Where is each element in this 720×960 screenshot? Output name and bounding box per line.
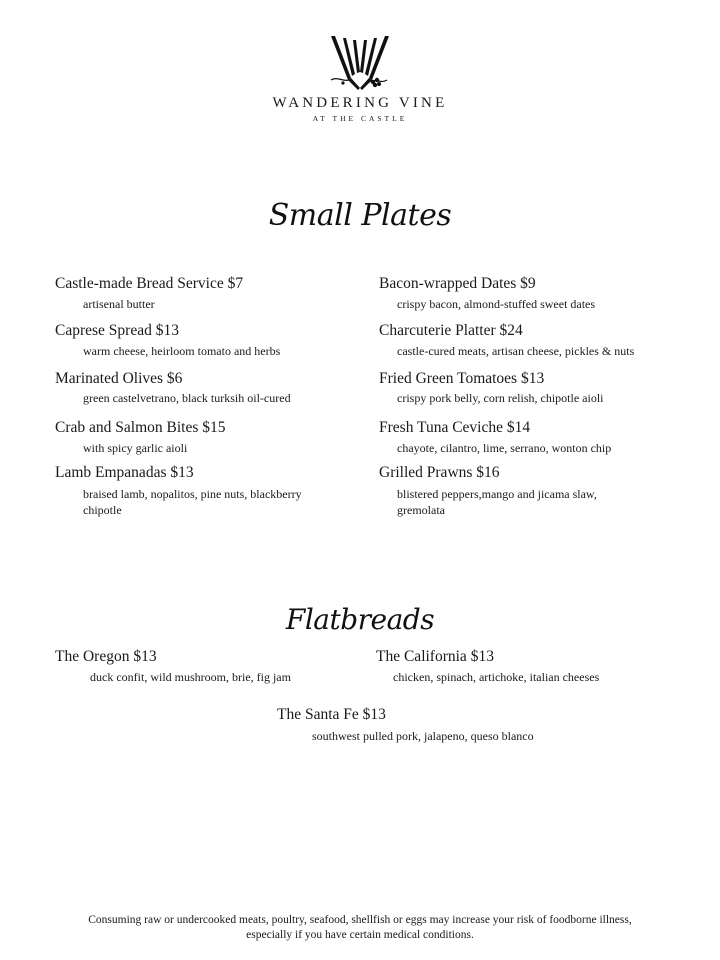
- menu-item-description: warm cheese, heirloom tomato and herbs: [83, 344, 281, 358]
- menu-item-name: The Oregon $13: [55, 648, 157, 665]
- menu-item-description: castle-cured meats, artisan cheese, pickles & nuts: [397, 344, 635, 358]
- menu-item-name: Marinated Olives $6: [55, 370, 183, 387]
- menu-item-description: southwest pulled pork, jalapeno, queso blanco: [312, 729, 534, 743]
- menu-item-name: Castle-made Bread Service $7: [55, 275, 244, 292]
- menu-item-name: Charcuterie Platter $24: [379, 322, 523, 339]
- menu-item-name: Fried Green Tomatoes $13: [379, 370, 545, 387]
- small-plates-heading: Small Plates: [268, 198, 452, 233]
- menu-item-description: braised lamb, nopalitos, pine nuts, blackberry chipotle: [83, 487, 302, 517]
- menu-item-name: The Santa Fe $13: [277, 706, 386, 723]
- menu-item-name: Lamb Empanadas $13: [55, 464, 194, 481]
- menu-item-name: Fresh Tuna Ceviche $14: [379, 419, 531, 436]
- menu-item-description: chicken, spinach, artichoke, italian cheeses: [393, 670, 600, 684]
- brand-name: WANDERING VINE: [272, 95, 448, 111]
- menu-item-name: Bacon-wrapped Dates $9: [379, 275, 536, 292]
- menu-item-description: artisenal butter: [83, 297, 155, 311]
- flatbreads-heading: Flatbreads: [285, 603, 435, 636]
- food-safety-notice-line: Consuming raw or undercooked meats, poultry, seafood, shellfish or eggs may increase your risk of foodborne illness,: [88, 914, 632, 926]
- menu-item-name: Grilled Prawns $16: [379, 464, 500, 481]
- menu-item-name: Crab and Salmon Bites $15: [55, 419, 226, 436]
- menu-item-name: Caprese Spread $13: [55, 322, 179, 339]
- menu-item-description: crispy bacon, almond-stuffed sweet dates: [397, 297, 596, 311]
- food-safety-notice-line: especially if you have certain medical conditions.: [246, 929, 474, 941]
- menu-item-description: blistered peppers,mango and jicama slaw, gremolata: [397, 487, 597, 517]
- menu-item-description: chayote, cilantro, lime, serrano, wonton chip: [397, 441, 612, 455]
- menu-item-description: crispy pork belly, corn relish, chipotle aioli: [397, 391, 604, 405]
- menu-item-name: The California $13: [376, 648, 494, 665]
- menu-item-description: duck confit, wild mushroom, brie, fig jam: [90, 670, 291, 684]
- brand-subtitle: AT THE CASTLE: [312, 114, 408, 123]
- menu-item-description: green castelvetrano, black turksih oil-cured: [83, 391, 291, 405]
- vine-logo-icon: [329, 36, 391, 92]
- food-safety-notice: [40, 913, 680, 943]
- menu-item-description: with spicy garlic aioli: [83, 441, 188, 455]
